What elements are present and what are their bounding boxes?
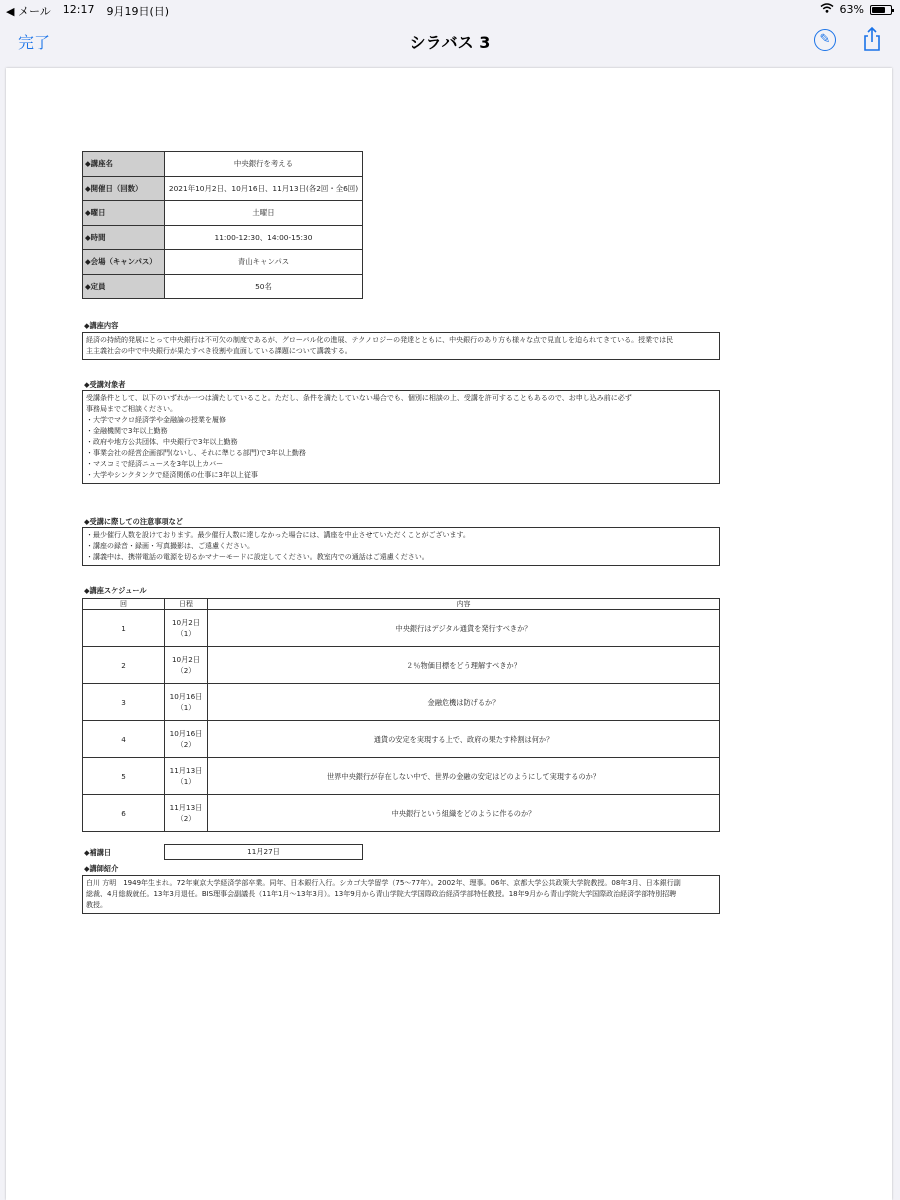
target-line: ・マスコミで経済ニュースを3年以上カバー [86,460,224,468]
content-box [82,332,720,360]
schedule-date-cell [165,647,208,684]
schedule-content: 通貨の安定を実現する上で、政府の果たす枠割は何か？ [208,721,720,758]
schedule-session: （2） [176,666,196,675]
schedule-row [83,684,720,721]
course-info-table [82,151,363,299]
target-line: ・金融機関で3年以上勤務 [86,427,168,435]
schedule-no: 5 [83,758,165,795]
schedule-header-content: 内容 [208,599,720,610]
target-line: ・大学やシンクタンクで経済関係の仕事に3年以上従事 [86,471,258,479]
schedule-header-no: 回 [83,599,165,610]
schedule-content: 中央銀行はデジタル通貨を発行すべきか？ [208,610,720,647]
schedule-date: 11月13日 [169,766,203,775]
schedule-session: （1） [176,777,196,786]
schedule-date-cell [165,684,208,721]
info-value: 50名 [165,274,363,299]
schedule-date-cell [165,795,208,832]
info-row [83,152,363,177]
content-line: 主主義社会の中で中央銀行が果たすべき役割や直面している課題について講義する。 [86,347,352,355]
schedule-row [83,610,720,647]
info-row [83,250,363,275]
instructor-heading: ◆講師紹介 [84,864,119,873]
status-time: 12:17 [62,3,95,16]
content-heading: ◆講座内容 [84,321,119,330]
schedule-date-cell [165,721,208,758]
info-label: ◆会場（キャンパス） [83,250,165,275]
back-to-app-link[interactable]: ◀ メール [6,5,51,18]
info-label: ◆開催日（回数） [83,176,165,201]
schedule-session: （2） [176,740,196,749]
schedule-row [83,721,720,758]
instructor-box [82,875,720,914]
target-line: 受講条件として、以下のいずれか一つは満たしていること。ただし、条件を満たしていない場合でも、個別に相談の上、受講を許可することもあるので、お申し込み前に必ず [86,394,632,402]
schedule-session: （1） [176,703,196,712]
notes-box [82,527,720,566]
schedule-content: 世界中央銀行が存在しない中で、世界の金融の安定はどのようにして実現するのか？ [208,758,720,795]
document-page[interactable] [6,68,892,1200]
schedule-header-date: 日程 [165,599,208,610]
schedule-content: 中央銀行という組織をどのように作るのか？ [208,795,720,832]
schedule-date: 11月13日 [169,803,203,812]
instructor-line: 白川 方明 1949年生まれ。72年東京大学経済学部卒業。同年、日本銀行入行。シカゴ大学留学（75〜77年）。2002年、理事。06年、京都大学公共政策大学院教授。08年3月、日本銀行副 [86,879,681,887]
target-box [82,390,720,484]
schedule-no: 3 [83,684,165,721]
info-row [83,274,363,299]
info-row [83,201,363,226]
target-line: ・大学でマクロ経済学や金融論の授業を履修 [86,416,226,424]
status-date: 9月19日(日) [106,5,170,18]
instructor-line: 総裁、4月総裁就任。13年3月退任。BIS理事会副議長（11年1月〜13年3月）。13年9月から青山学院大学国際政治経済学部特任教授。18年9月から青山学院大学国際政治経済学部特別招聘 [86,890,677,898]
syllabus-document [6,68,892,1200]
schedule-no: 6 [83,795,165,832]
schedule-date: 10月16日 [169,692,203,701]
battery-percent: 63% [839,3,864,16]
info-label: ◆曜日 [83,201,165,226]
pen-circle-icon[interactable]: ✎ [814,29,836,51]
instructor-line: 教授。 [86,901,107,909]
notes-line: ・講座の録音・録画・写真撮影は、ご遠慮ください。 [86,542,254,550]
schedule-date: 10月16日 [169,729,203,738]
supplementary-date: 11月27日 [164,844,363,860]
info-label: ◆時間 [83,225,165,250]
target-line: 事務局までご相談ください。 [86,405,177,413]
schedule-no: 4 [83,721,165,758]
schedule-date-cell [165,758,208,795]
status-bar [0,0,900,20]
info-value: 土曜日 [165,201,363,226]
info-value: 11:00-12:30、14:00-15:30 [165,225,363,250]
target-heading: ◆受講対象者 [84,380,126,389]
done-button[interactable]: 完了 [18,33,51,52]
schedule-row [83,795,720,832]
schedule-no: 2 [83,647,165,684]
target-line: ・政府や地方公共団体、中央銀行で3年以上勤務 [86,438,238,446]
info-value: 2021年10月2日、10月16日、11月13日(各2回・全6回) [165,176,363,201]
info-row [83,176,363,201]
schedule-row [83,758,720,795]
schedule-content: ２％物価目標をどう理解すべきか？ [208,647,720,684]
notes-line: ・講義中は、携帯電話の電源を切るかマナーモードに設定してください。教室内での通話はご遠慮ください。 [86,553,429,561]
battery-icon [870,5,892,15]
schedule-row [83,647,720,684]
info-value: 青山キャンパス [165,250,363,275]
schedule-date-cell [165,610,208,647]
schedule-content: 金融危機は防げるか？ [208,684,720,721]
supplementary-heading: ◆補講日 [84,848,112,857]
info-row [83,225,363,250]
content-line: 経済の持続的発展にとって中央銀行は不可欠の制度であるが、グローバル化の進展、テクノロジーの発達とともに、中央銀行のあり方も様々な点で見直しを迫られてきている。授業では民 [86,336,674,344]
notes-line: ・最少催行人数を設けております。最少催行人数に達しなかった場合には、講座を中止させていただくことがございます。 [86,531,470,539]
schedule-session: （2） [176,814,196,823]
schedule-date: 10月2日 [171,618,201,627]
notes-heading: ◆受講に際しての注意事項など [84,517,183,526]
schedule-table [82,598,720,832]
nav-bar [0,20,900,62]
info-label: ◆定員 [83,274,165,299]
wifi-icon [820,3,834,16]
share-icon[interactable] [862,26,882,52]
schedule-date: 10月2日 [171,655,201,664]
target-line: ・事業会社の経営企画部門(ないし、それに準じる部門)で3年以上勤務 [86,449,306,457]
info-label: ◆講座名 [83,152,165,177]
schedule-session: （1） [176,629,196,638]
schedule-no: 1 [83,610,165,647]
schedule-heading: ◆講座スケジュール [84,586,147,595]
info-value: 中央銀行を考える [165,152,363,177]
page-title: シラバス 3 [409,33,491,52]
